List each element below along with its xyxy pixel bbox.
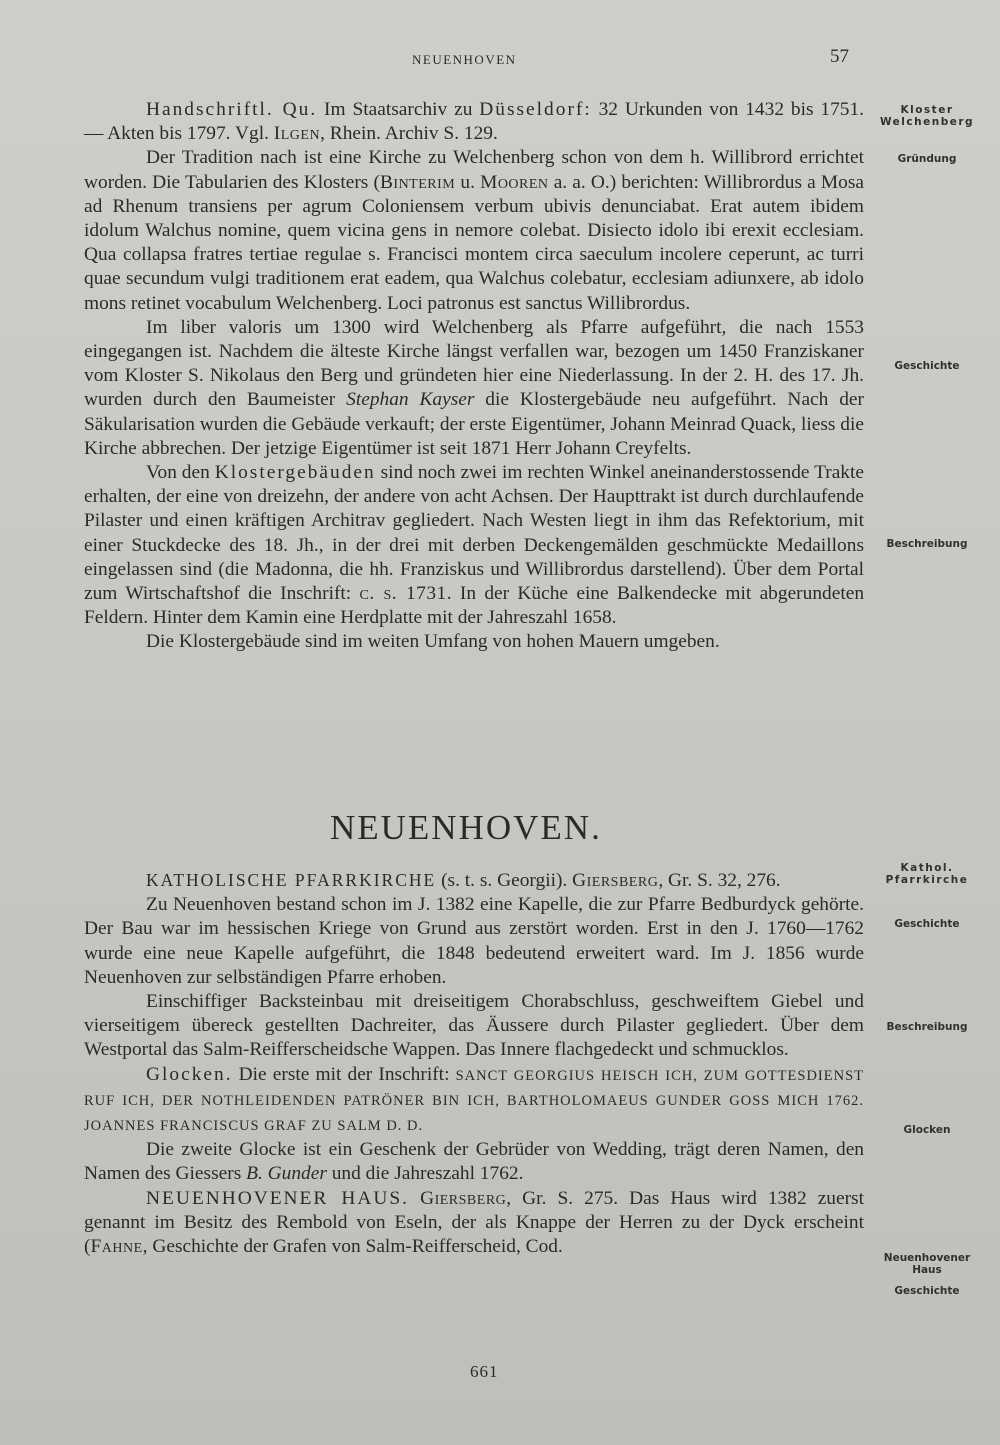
sources-paragraph bbox=[84, 98, 864, 146]
text-run bbox=[409, 1188, 420, 1209]
welchenberg-text bbox=[84, 98, 864, 655]
author-name: Ilgen bbox=[273, 123, 321, 145]
text-run: Im liber valoris um 1300 wird Welchenberg als Pfarre aufgeführt, die nach 1553 eingegangen ist. Nachdem die älteste Kirche längst verfallen war, bezogen um 1450 Franziskaner vom Kloster S. Nikolaus den Berg und gründeten hier eine Niederlassung. In der 2. H. des 17. Jh. wurden durch den Baumeister bbox=[84, 316, 864, 411]
margin-note-line: Kathol. bbox=[900, 862, 954, 874]
text-run: Die zweite Glocke ist ein Geschenk der Gebrüder von Wedding, trägt deren Namen, den Namen des Giessers bbox=[84, 1139, 864, 1185]
margin-note-line: Haus bbox=[912, 1264, 942, 1276]
neuenhoven-text bbox=[84, 868, 864, 1259]
page-number: 57 bbox=[830, 46, 849, 67]
text-run: Von den bbox=[146, 462, 215, 484]
text-run: Im Staatsarchiv zu bbox=[317, 99, 480, 120]
author-name: Giersberg bbox=[572, 870, 659, 891]
church-paragraph bbox=[84, 868, 864, 893]
margin-note-gruendung: Gründung bbox=[897, 153, 957, 165]
margin-note-beschreibung: Beschreibung bbox=[886, 1021, 968, 1033]
text-run: sind noch zwei im rechten Winkel aneinanderstossende Trakte erhalten, der eine von dreizehn, der andere von acht Achsen. Der Haupttrakt ist durch durchlaufende Pilaster und einen kräftigen Architrav gegliedert. Nach Westen liegt in ihm das Refektorium, mit einer Stuckdecke des 18. Jh., in der drei mit derben Deckengemälden geschmückte Medaillons eingelassen sind (die Madonna, die hh. Franziskus und Willibrordus darstellend). Über dem Portal zum Wirtschaftshof die Inschrift: bbox=[84, 462, 864, 605]
margin-note-kathol bbox=[874, 862, 980, 886]
second-bell-paragraph bbox=[84, 1138, 864, 1186]
history-paragraph bbox=[84, 316, 864, 461]
text-run: und die Jahreszahl 1762. bbox=[326, 1163, 524, 1185]
church-history-paragraph: Zu Neuenhoven bestand schon im J. 1382 eine Kapelle, die zur Pfarre Bedburdyck gehörte. Der Bau war im hessischen Kriege von Grund aus zerstört worden. Erst in den J. 1760—1762 wurde eine neue Kapelle aufgeführt, die 1848 bedeutend erweitert ward. Im J. 1856 wurde Neuenhoven zur selbständigen Pfarre erhoben. bbox=[84, 894, 864, 988]
text-run: 32 Urkunden von 1432 bis 1751. — Akten bis 1797. Vgl. bbox=[84, 99, 864, 145]
text-run: , Gr. S. 275. Das Haus wird 1382 zuerst genannt im Besitz des Rembold von Eseln, der als Knappe der Herren zu der Dyck erscheint ( bbox=[84, 1187, 864, 1258]
sources-label: Handschriftl. Qu. bbox=[146, 99, 318, 120]
author-name: Binterim bbox=[379, 171, 456, 193]
spaced-term: Glocken. bbox=[146, 1063, 233, 1085]
text-run: die Klostergebäude neu aufgeführt. Nach der Säkularisation wurden die Gebäude verkauft; der erste Eigentümer, Johann Meinrad Quack, liess die Kirche abbrechen. Der jetzige Eigentümer ist seit 1871 Herr Johann Creyfelts. bbox=[84, 389, 864, 459]
margin-note-neuenhovener bbox=[874, 1252, 980, 1276]
founder-name: B. Gunder bbox=[246, 1163, 327, 1185]
spaced-term: KATHOLISCHE PFARRKIRCHE bbox=[146, 870, 437, 890]
text-run: a. a. O.) berichten: Willibrordus a Mosa ad Rhenum transiens per agrum Coloniensem verbum ubivis denunciabat. Erat autem ibidem idolum Walchus nomine, quem vicina gens in nemore colebat. Disiecto idolo ibi erexit ecclesiam. Qua collapsa fratres tertiae regulae s. Francisci montem circa saeculum incolere ceperunt, ac turri quae secundum vulgi traditionem erat eadem, qua Walchus colebatur, ecclesiam adiunxere, ab idolo mons retinet vocabulum Welchenberg. Loci patronus est sanctus Willibrordus. bbox=[84, 171, 864, 314]
place-name: Düsseldorf: bbox=[479, 99, 592, 120]
text-run: . In der Küche eine Balkendecke mit abgerundeten Feldern. Hinter dem Kamin eine Herdplatte mit der Jahreszahl 1658. bbox=[84, 583, 865, 629]
author-name: Mooren bbox=[480, 171, 549, 193]
description-paragraph bbox=[84, 461, 864, 630]
inscription: SANCT GEORGIUS HEISCH ICH, ZUM GOTTESDIENST RUF ICH, DER NOTHLEIDENDEN PATRÖNER BIN ICH, BARTHOLOMAEUS GUNDER GOSS MICH 1762. JOANNES FRANCISCUS GRAF ZU SALM D. D. bbox=[84, 1067, 864, 1135]
margin-note-geschichte: Geschichte bbox=[894, 360, 960, 372]
margin-note-kloster bbox=[874, 104, 980, 128]
walls-paragraph: Die Klostergebäude sind im weiten Umfang von hohen Mauern umgeben. bbox=[146, 631, 720, 653]
architect-name: Stephan Kayser bbox=[346, 389, 475, 411]
text-run: , Gr. S. 32, 276. bbox=[658, 870, 781, 891]
margin-note-beschreibung: Beschreibung bbox=[886, 538, 968, 550]
text-run: , Geschichte der Grafen von Salm-Reifferscheid, Cod. bbox=[142, 1236, 563, 1258]
text-run: u. bbox=[455, 171, 481, 193]
margin-note-line: Neuenhovener bbox=[883, 1252, 971, 1264]
author-name: Fahne bbox=[90, 1236, 143, 1258]
bells-paragraph bbox=[84, 1063, 864, 1139]
text-run: Der Tradition nach ist eine Kirche zu Welchenberg schon von dem h. Willibrord errichtet worden. Die Tabularien des Klosters ( bbox=[84, 147, 864, 193]
margin-note-line: Kloster bbox=[900, 104, 954, 116]
margin-note-glocken: Glocken bbox=[903, 1124, 951, 1136]
margin-note-line: Welchenberg bbox=[879, 116, 975, 128]
spaced-term: NEUENHOVENER HAUS. bbox=[146, 1187, 410, 1209]
margin-note-line: Pfarrkirche bbox=[885, 874, 969, 886]
text-run: , Rhein. Archiv S. 129. bbox=[320, 123, 498, 145]
church-description-paragraph: Einschiffiger Backsteinbau mit dreiseitigem Chorabschluss, geschweiftem Giebel und vierseitigem übereck gestellten Dachreiter, das Äussere durch Pilaster gegliedert. Über dem Westportal das Salm-Reifferscheidsche Wappen. Das Innere flachgedeckt und schmucklos. bbox=[84, 991, 864, 1061]
inscription: c. s. 1731 bbox=[359, 583, 447, 605]
house-paragraph bbox=[84, 1187, 864, 1260]
margin-note-geschichte: Geschichte bbox=[894, 1285, 960, 1297]
text-run: Die erste mit der Inschrift: bbox=[232, 1063, 456, 1085]
founding-paragraph bbox=[84, 146, 864, 315]
text-run: (s. t. s. Georgii). bbox=[436, 870, 573, 891]
author-name: Giersberg bbox=[420, 1187, 507, 1209]
running-title: NEUENHOVEN bbox=[412, 52, 517, 67]
section-heading: NEUENHOVEN. bbox=[330, 808, 602, 847]
margin-note-geschichte: Geschichte bbox=[894, 918, 960, 930]
sheet-number: 661 bbox=[470, 1362, 499, 1381]
spaced-term: Klostergebäuden bbox=[214, 462, 376, 484]
